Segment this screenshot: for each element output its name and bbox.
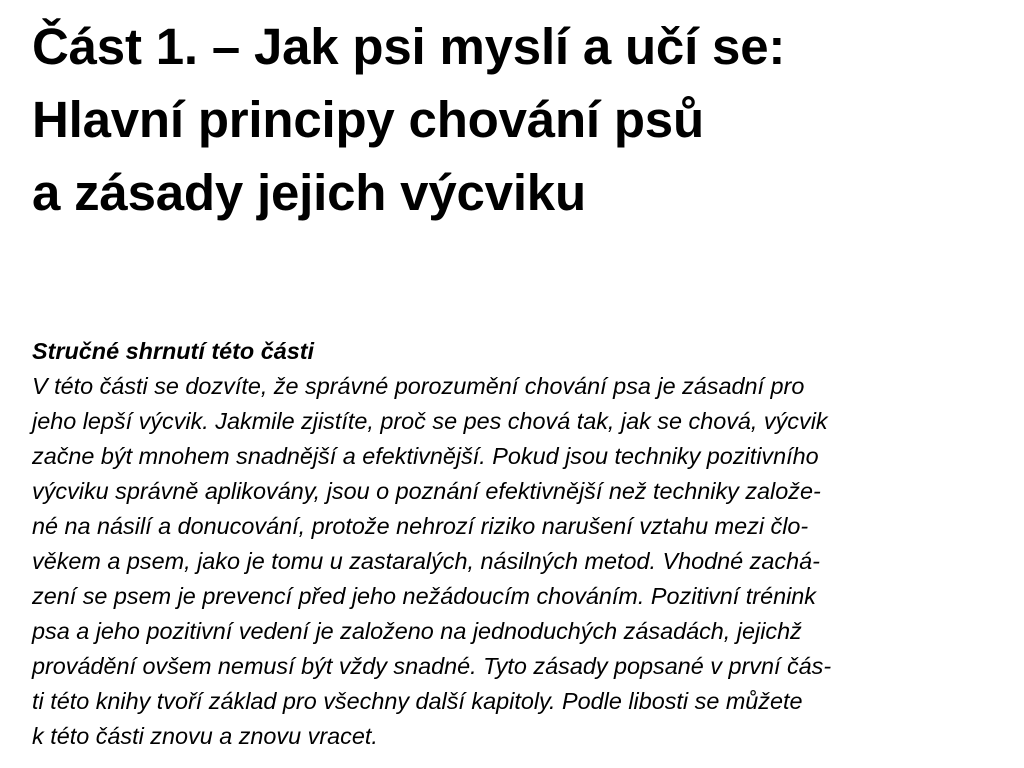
chapter-title: [32, 10, 1002, 229]
chapter-title-line: Část 1. – Jak psi myslí a učí se:: [32, 18, 786, 75]
summary-heading: Stručné shrnutí této části: [32, 338, 315, 364]
summary-text-line: psa a jeho pozitivní vedení je založeno na jednoduchých zásadách, jejichž: [32, 618, 802, 644]
summary-text-line: začne být mnohem snadnější a efektivnější. Pokud jsou techniky pozitivního: [32, 443, 819, 469]
summary-text-line: jeho lepší výcvik. Jakmile zjistíte, proč se pes chová tak, jak se chová, výcvik: [32, 408, 828, 434]
summary-text-line: výcviku správně aplikovány, jsou o poznání efektivnější než techniky založe-: [32, 478, 821, 504]
summary-section: [32, 334, 980, 754]
chapter-title-line: Hlavní principy chování psů: [32, 91, 704, 148]
summary-text-line: k této části znovu a znovu vracet.: [32, 723, 378, 749]
summary-text-line: né na násilí a donucování, protože nehrozí riziko narušení vztahu mezi člo-: [32, 513, 809, 539]
summary-text-line: provádění ovšem nemusí být vždy snadné. Tyto zásady popsané v první čás-: [32, 653, 832, 679]
summary-text-line: ti této knihy tvoří základ pro všechny další kapitoly. Podle libosti se můžete: [32, 688, 803, 714]
chapter-title-line: a zásady jejich výcviku: [32, 164, 586, 221]
summary-text-line: věkem a psem, jako je tomu u zastaralých, násilných metod. Vhodné zachá-: [32, 548, 820, 574]
summary-text-line: zení se psem je prevencí před jeho nežádoucím chováním. Pozitivní trénink: [32, 583, 816, 609]
summary-text-line: V této části se dozvíte, že správné porozumění chování psa je zásadní pro: [32, 373, 805, 399]
